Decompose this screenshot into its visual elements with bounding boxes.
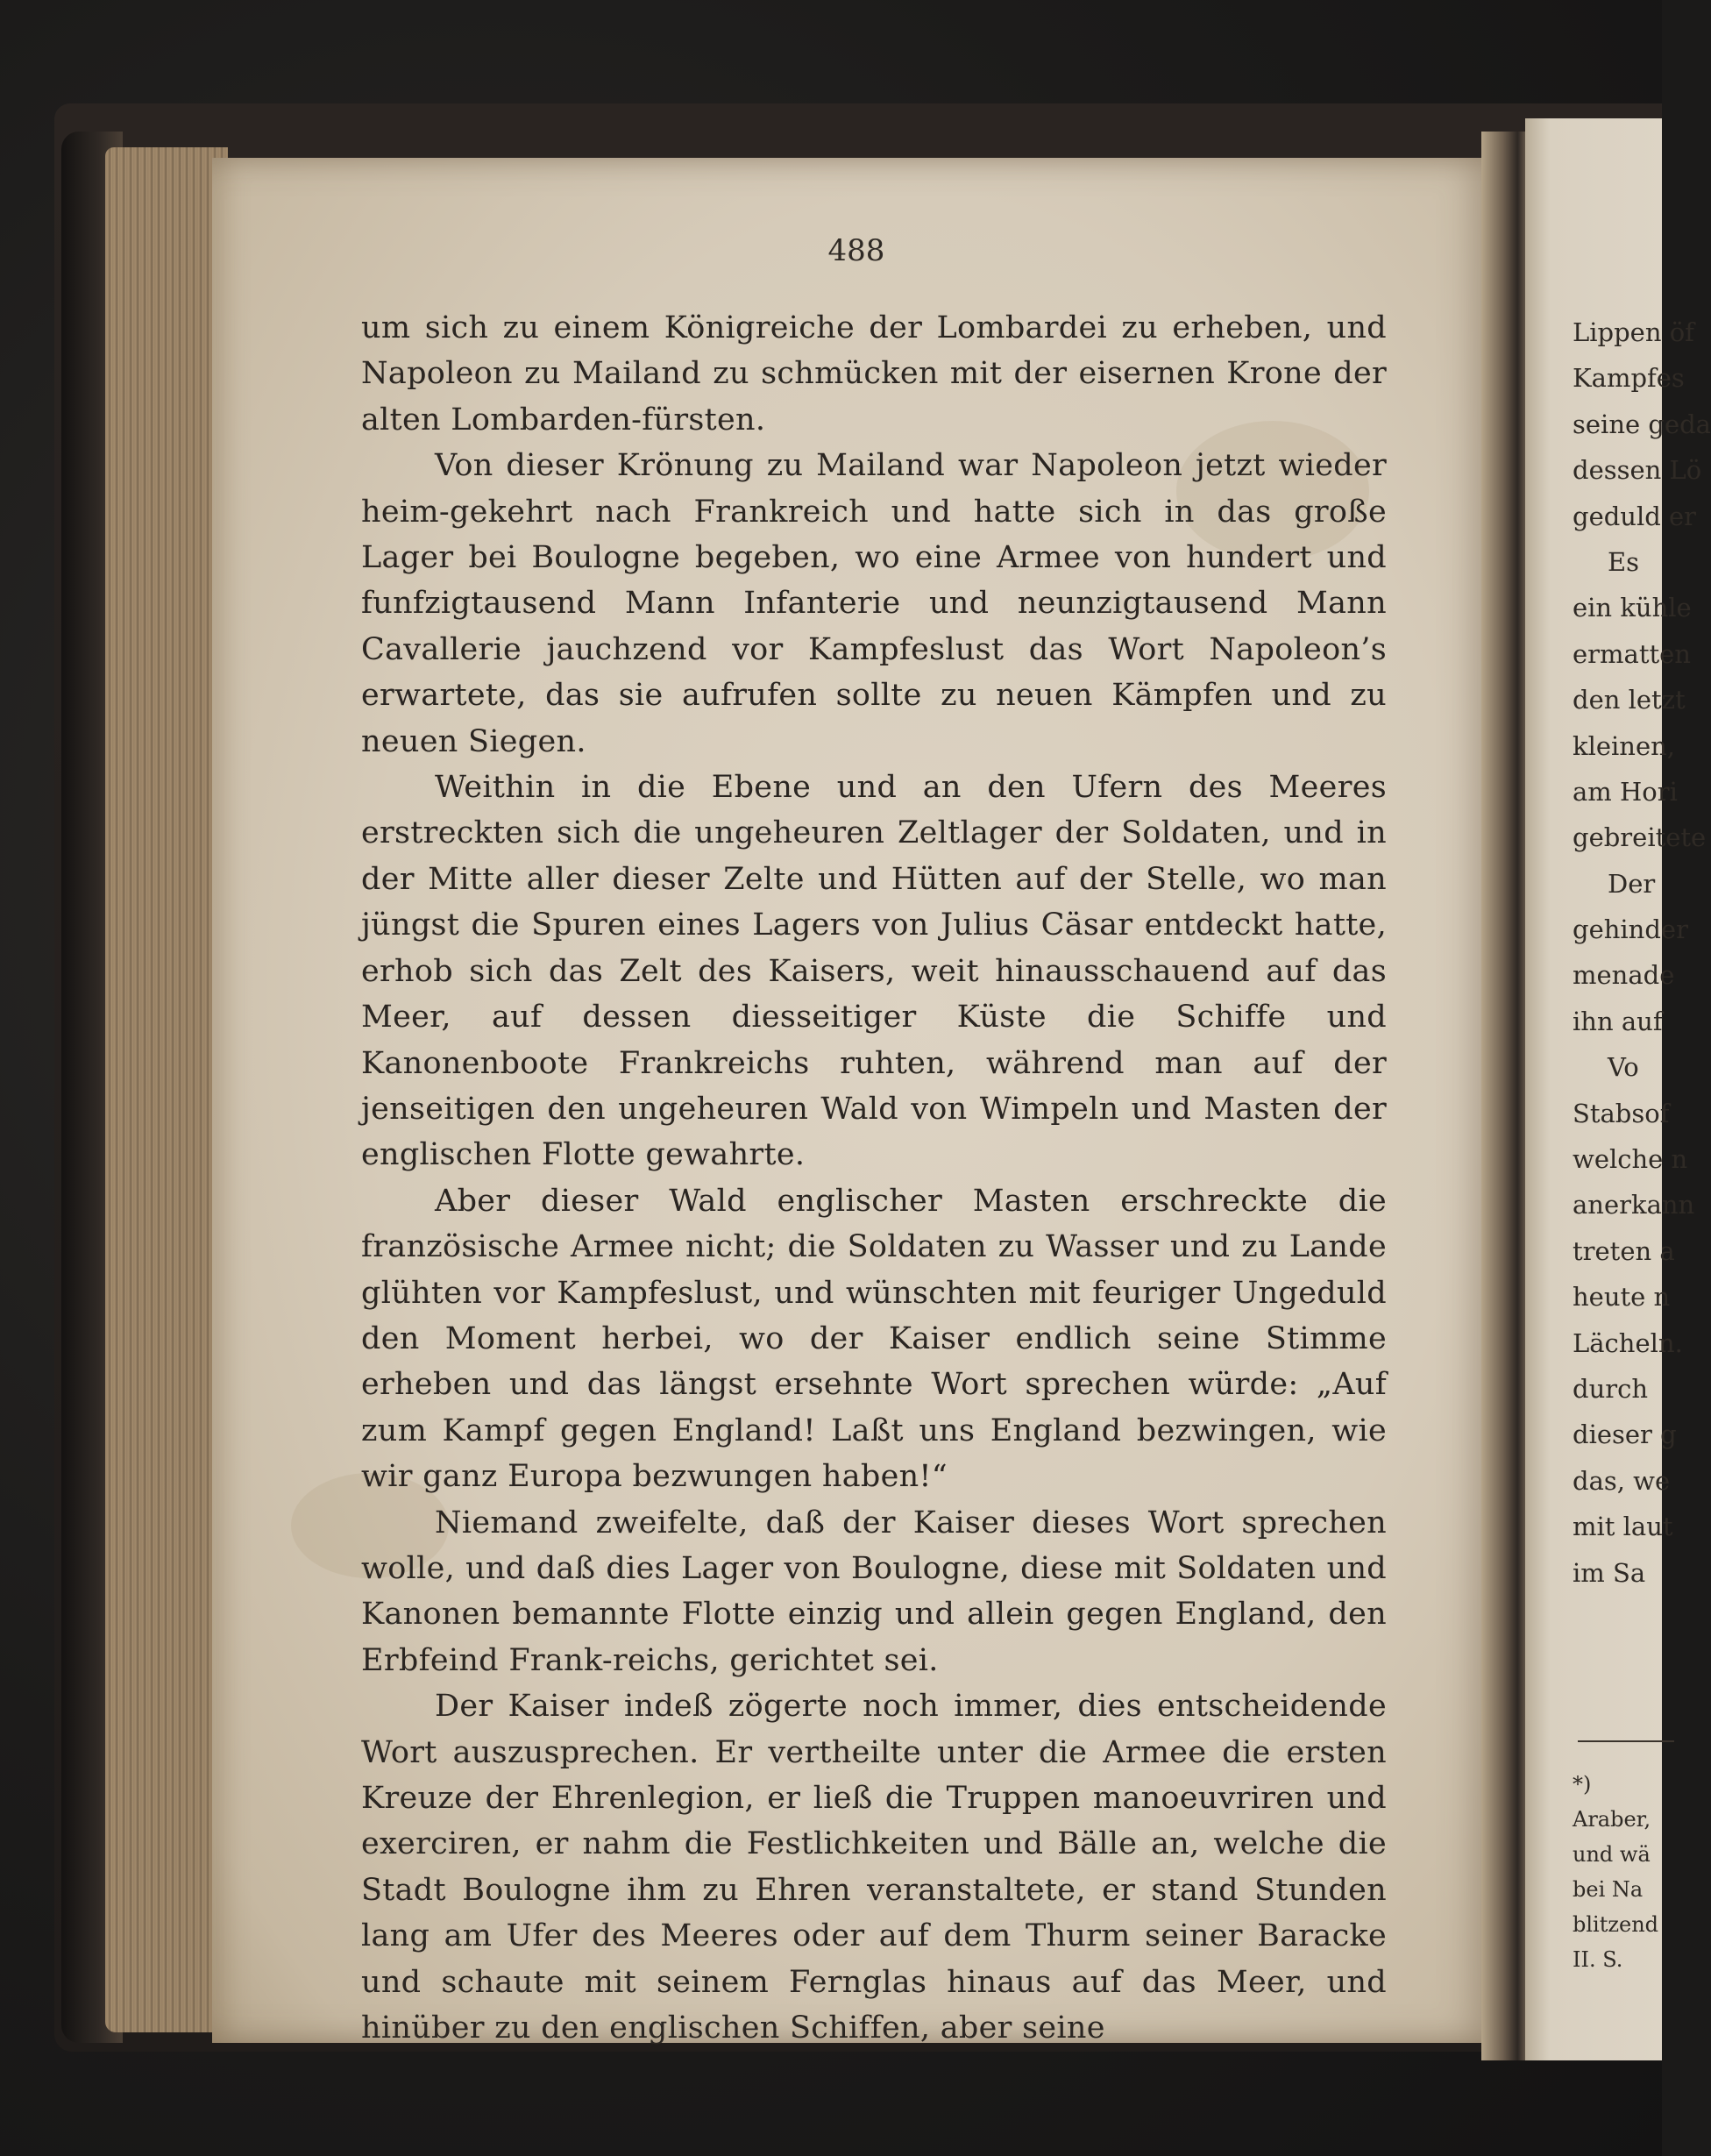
right-page-line: das, we [1573, 1465, 1671, 1496]
paragraph: Niemand zweifelte, daß der Kaiser dieses Wort sprechen wolle, und daß dies Lager von Boulogne, diese mit Soldaten und Kanonen bemannte Flotte einzig und allein gegen England, den Erbfeind Frank-reichs, gerichtet sei. [361, 1505, 1387, 1678]
right-page-line: Es [1608, 546, 1640, 577]
right-page-line: gehinder [1573, 914, 1688, 945]
footnote-line: blitzend [1573, 1912, 1659, 1937]
right-page-line: treten a [1573, 1235, 1675, 1266]
right-page-line: den letzt [1573, 685, 1686, 715]
right-page-line: heute n [1573, 1282, 1671, 1313]
book-gutter [1481, 132, 1530, 2060]
page-edges [105, 147, 228, 2032]
right-page-line: im Sa [1573, 1557, 1646, 1588]
right-page-line: dessen Lö [1573, 455, 1702, 486]
right-page-line: ihn auf [1573, 1006, 1663, 1036]
right-page-line: gebreitete [1573, 822, 1707, 853]
right-page-line: durch [1573, 1373, 1649, 1404]
body-text [361, 305, 1387, 2051]
right-page-line: seine geda [1573, 409, 1711, 439]
right-page-line: Vo [1608, 1052, 1639, 1083]
paragraph: Weithin in die Ebene und an den Ufern des Meeres erstreckten sich die ungeheuren Zeltlager der Soldaten, und in der Mitte aller dieser Zelte und Hütten auf der Stelle, wo man jüngst die Spuren eines Lagers von Julius Cäsar entdeckt hatte, erhob sich das Zelt des Kaisers, weit hinausschauend auf das Meer, auf dessen diesseitiger Küste die Schiffe und Kanonenboote Frankreichs ruhten, während man auf der jenseitigen den ungeheuren Wald von Wimpeln und Masten der englischen Flotte gewahrte. [361, 770, 1387, 1173]
paragraph: Der Kaiser indeß zögerte noch immer, dies entscheidende Wort auszusprechen. Er vertheilte unter die Armee die ersten Kreuze der Ehrenlegion, er ließ die Truppen manoeuvriren und exerciren, er nahm die Festlichkeiten und Bälle an, welche die Stadt Boulogne ihm zu Ehren veranstaltete, er stand Stunden lang am Ufer des Meeres oder auf dem Thurm seiner Baracke und schaute mit seinem Fernglas hinaus auf das Meer, und hinüber zu den englischen Schiffen, aber seine [361, 1689, 1387, 2046]
page-number: 488 [827, 233, 885, 268]
footnote-line: II. S. [1573, 1947, 1623, 1972]
paragraph: um sich zu einem Königreiche der Lombardei zu erheben, und Napoleon zu Mailand zu schmücken mit der eisernen Krone der alten Lombarden-fürsten. [361, 310, 1387, 438]
right-page-line: Kampfes [1573, 363, 1685, 394]
right-page-footnote [1573, 1767, 1658, 1977]
right-page-line: Stabsof [1573, 1098, 1670, 1128]
right-page-line: ermatten [1573, 638, 1691, 669]
right-page-line: am Hori [1573, 776, 1678, 807]
right-page-line: dieser g [1573, 1420, 1677, 1450]
right-page-line: anerkann [1573, 1190, 1695, 1220]
right-page-line: mit laut [1573, 1512, 1673, 1542]
footnote-line: Araber, [1573, 1807, 1651, 1832]
footnote-rule [1578, 1740, 1674, 1742]
left-page [212, 158, 1501, 2046]
right-page-line: ein kühle [1573, 593, 1692, 623]
footnote-line: bei Na [1573, 1877, 1644, 1902]
footnote-line: und wä [1573, 1842, 1651, 1867]
right-page-line: welche n [1573, 1144, 1688, 1175]
right-page-line: menade [1573, 960, 1675, 991]
right-page [1525, 118, 1711, 2060]
right-page-line: Lippen öf [1573, 317, 1694, 347]
footnote-line: *) [1573, 1772, 1592, 1797]
right-page-line: geduld er [1573, 501, 1697, 531]
right-page-line: kleinen, [1573, 730, 1676, 761]
right-page-text [1573, 310, 1711, 1596]
right-page-line: Der [1608, 868, 1656, 899]
paragraph: Von dieser Krönung zu Mailand war Napoleon jetzt wieder heim-gekehrt nach Frankreich und hatte sich in das große Lager bei Boulogne begeben, wo eine Armee von hundert und funfzigtausend Mann Infanterie und neunzigtausend Mann Cavallerie jauchzend vor Kampfeslust das Wort Napoleon’s erwartete, das sie aufrufen sollte zu neuen Kämpfen und zu neuen Siegen. [361, 448, 1387, 759]
paragraph: Aber dieser Wald englischer Masten erschreckte die französische Armee nicht; die Soldaten zu Wasser und zu Lande glühten vor Kampfeslust, und wünschten mit feuriger Ungeduld den Moment herbei, wo der Kaiser endlich seine Stimme erheben und das längst ersehnte Wort sprechen würde: „Auf zum Kampf gegen England! Laßt uns England bezwingen, wie wir ganz Europa bezwungen haben!“ [361, 1183, 1387, 1495]
right-page-line: Lächeln. [1573, 1327, 1683, 1358]
